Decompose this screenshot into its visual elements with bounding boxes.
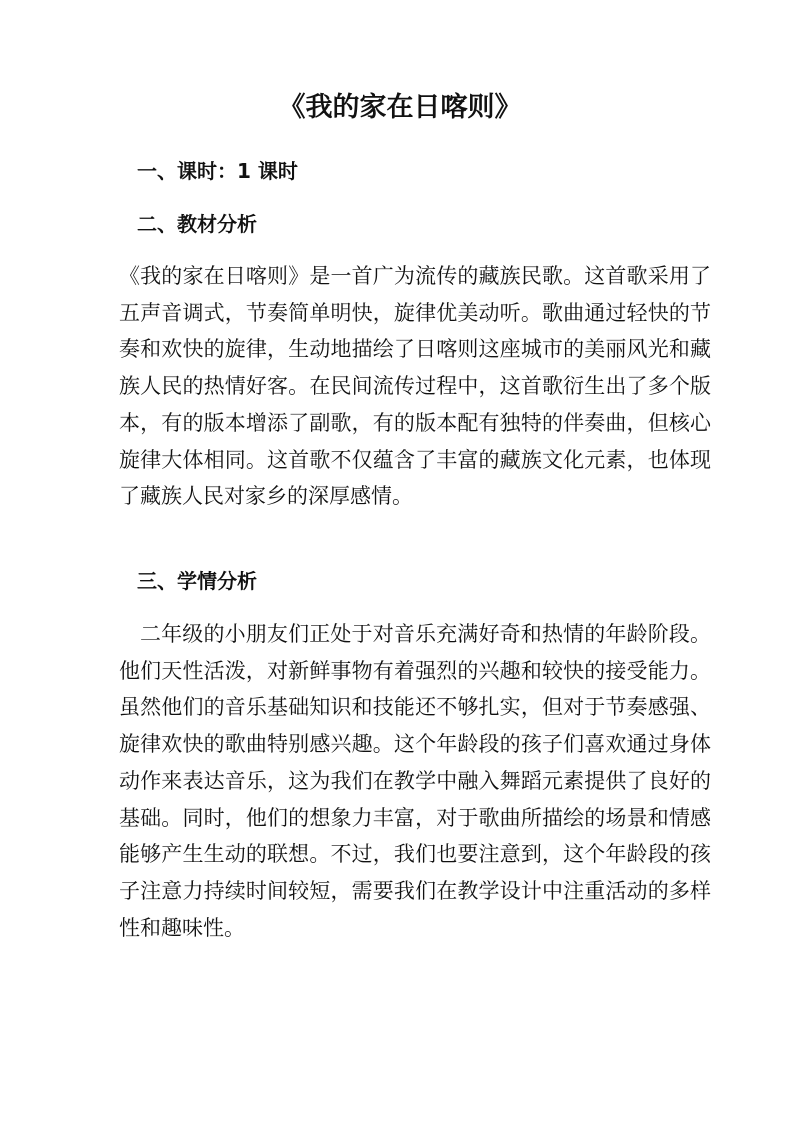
section-heading-material-analysis: 二、教材分析: [137, 212, 257, 236]
learner-analysis-paragraph: 二年级的小朋友们正处于对音乐充满好奇和热情的年龄阶段。他们天性活泼，对新鲜事物有着强烈的兴趣和较快的接受能力。虽然他们的音乐基础知识和技能还不够扎实，但对于节奏感强、旋律欢快的歌曲特别感兴趣。这个年龄段的孩子们喜欢通过身体动作来表达音乐，这为我们在教学中融入舞蹈元素提供了良好的基础。同时，他们的想象力丰富，对于歌曲所描绘的场景和情感能够产生生动的联想。不过，我们也要注意到，这个年龄段的孩子注意力持续时间较短，需要我们在教学设计中注重活动的多样性和趣味性。: [119, 622, 711, 940]
material-analysis-paragraph: 《我的家在日喀则》是一首广为流传的藏族民歌。这首歌采用了五声音调式，节奏简单明快，旋律优美动听。歌曲通过轻快的节奏和欢快的旋律，生动地描绘了日喀则这座城市的美丽风光和藏族人民的热情好客。在民间流传过程中，这首歌衍生出了多个版本，有的版本增添了副歌，有的版本配有独特的伴奏曲，但核心旋律大体相同。这首歌不仅蕴含了丰富的藏族文化元素，也体现了藏族人民对家乡的深厚感情。: [119, 264, 711, 509]
section-heading-class-hours: 一、课时：1 课时: [137, 159, 298, 183]
document-title: 《我的家在日喀则》: [278, 92, 522, 123]
section-heading-learner-analysis: 三、学情分析: [137, 569, 257, 593]
